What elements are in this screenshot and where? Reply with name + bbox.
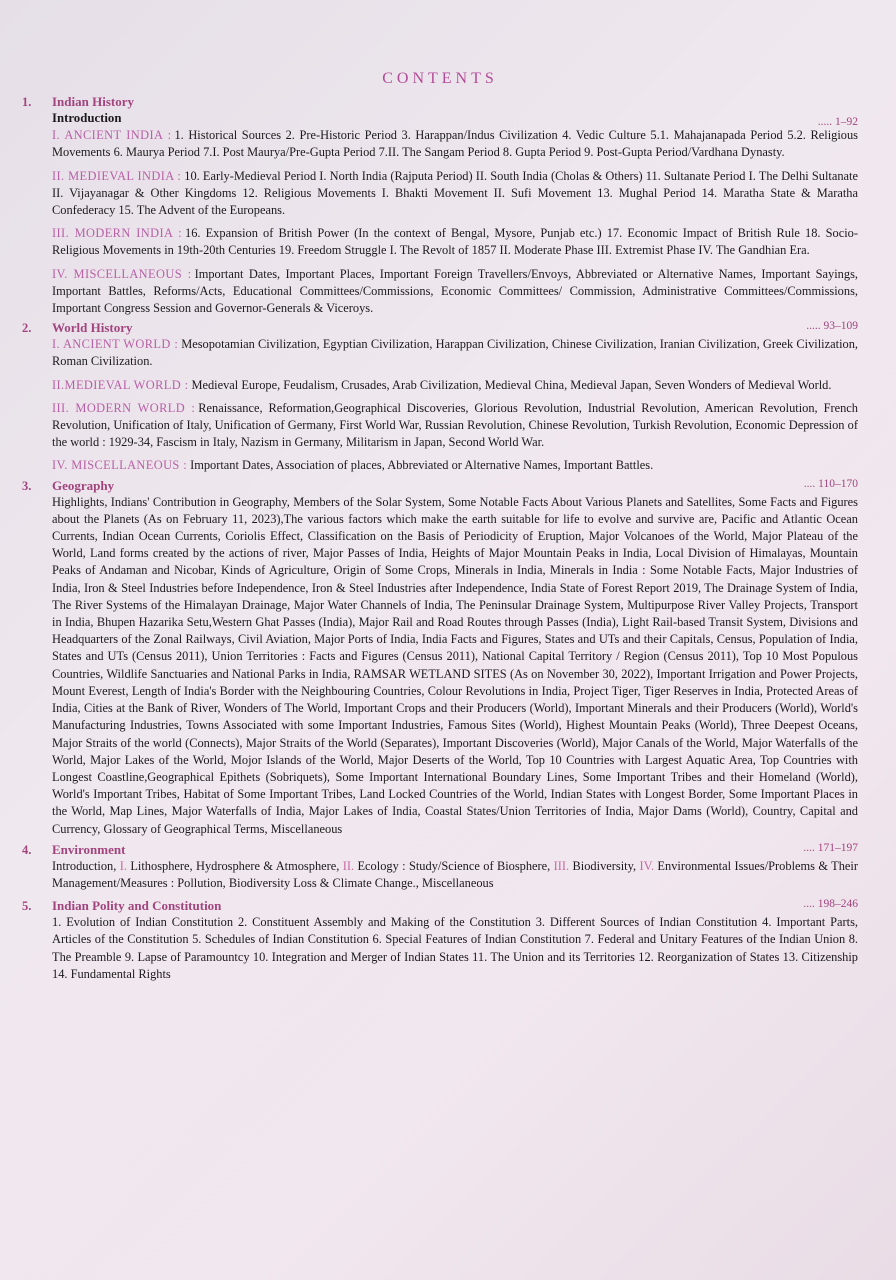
page-title: CONTENTS	[382, 70, 498, 87]
subsection-text: Renaissance, Reformation,Geographical Discoveries, Glorious Revolution, Industrial Revolution, American Revolution, French Revolution, Unification of Italy, Unification of Germany, First World War, Russian Revolution, Chinese Revolution, Turkish Revolution, Economic Depression of the world : 1929-34, Fascism in Italy, Nazism in Germany, Militarism in Japan, Second World War.	[52, 400, 858, 450]
page-range[interactable]: .... 110–170	[803, 477, 858, 490]
section-header	[22, 842, 858, 858]
section-number: 5.	[22, 899, 32, 914]
subsection-label: II. MEDIEVAL INDIA :	[52, 168, 182, 183]
subsection-text: 1. Historical Sources 2. Pre-Historic Period 3. Harappan/Indus Civilization 4. Vedic Culture 5.1. Mahajanapada Period 5.2. Religious Movements 6. Maurya Period 7.I. Post Maurya/Pre-Gupta Period 7.II. The Sangam Period 8. Gupta Period 9. Post-Gupta Period/Vardhana Dynasty.	[52, 128, 858, 160]
page-range[interactable]: ..... 1–92	[817, 116, 858, 128]
subsection	[52, 225, 858, 259]
section-header	[22, 898, 858, 914]
subsection-label: II.MEDIEVAL WORLD :	[52, 377, 189, 392]
subsection	[52, 266, 858, 318]
roman-numeral: II.	[342, 858, 355, 873]
section-header	[22, 94, 858, 110]
section-text: Highlights, Indians' Contribution in Geography, Members of the Solar System, Some Notable Facts About Various Planets and Satellites, Some Facts and Figures about the Planets (As on February 11, 2023),The various factors which make the earth suitable for life to evolve and survive are, Pacific and Atlantic Ocean Currents, Indian Ocean Currents, Coriolis Effect, Classification on the Basis of Periodicity of Eruption, Major Volcanoes of the World, Major Plateau of the World, Land forms created by the actions of river, Major Passes of India, Heights of Major Mountain Peaks in India, Local Division of Himalayas, Mountain Peaks of Andaman and Nicobar, Kinds of Agriculture, Origin of Some Crops, Minerals in India, Minerals in India : Some Notable Facts, Major Industries of India, Iron & Steel Industries before Independence, Iron & Steel Industries after Independence, India State of Forest Report 2019, The Drainage System of India, The River Systems of the Himalayan Drainage, Major Water Channels of India, The Peninsular Drainage System, Multipurpose River Valley Projects, Transport in India, Bhupen Hazarika Setu,Western Ghat Passes (India), Major Rail and Road Routes through Passes (India), Light Rail-based Transit System, Divisions and Headquarters of the Zonal Railways, Civil Aviation, Major Ports of India, India Facts and Figures, States and UTs and their Capitals, Census, Population of India, States and UTs (Census 2011), Union Territories : Facts and Figures (Census 2011), National Capital Territory / Region (Census 2011), Top 10 Most Populous Countries, Wildlife Sanctuaries and National Parks in India, RAMSAR WETLAND SITES (As on November 30, 2022), Important Irrigation and Power Projects, Mount Everest, Length of India's Border with the Neighbouring Countries, Colour Revolutions in India, Project Tiger, Tiger Reserves in India, Protected Areas of India, Cities at the Bank of River, Wonders of The World, Important Crops and their Producers (World), Important Minerals and their Producers (World), World's Manufacturing Industries, Towns Associated with some Important Industries, Famous Sites (World), Highest Mountain Peaks (World), Three Deepest Oceans, Major Straits of the world (Connects), Major Straits of the World (Separates), Important Discoveries (World), Major Canals of the World, Major Waterfalls of the World, Major Lakes of the World, Mojor Islands of the World, Major Deserts of the World, Top 10 Countries with Largest Aquatic Area, Top Countries with Longest Coastline,Geographical Epithets (Sobriquets), Some Important International Boundary Lines, Some Important Tribes and their Homeland (World), World's Important Tribes, Habitat of Some Important Tribes, Land Locked Countries of the World, Indian States with Longest Border, Some Important Places in the World, Map Lines, Major Waterfalls of India, Major Lakes of India, Coastal States/Union Territories of India, Major Dams (World), Country, Capital and Currency, Glossary of Geographical Terms, Miscellaneous	[52, 494, 858, 836]
section-title[interactable]: Geography	[52, 477, 115, 493]
subsection-text: 10. Early-Medieval Period I. North India (Rajputa Period) II. South India (Cholas & Others) 11. Sultanate Period I. The Delhi Sultanate II. Vijayanagar & Other Kingdoms 12. Religious Movements I. Bhakti Movement II. Sufi Movement 13. Mughal Period 14. Maratha State & Maratha Confederacy 15. The Advent of the Europeans.	[52, 168, 858, 218]
page-range[interactable]: .... 198–246	[803, 898, 858, 911]
section-body	[52, 336, 858, 474]
subsection-text: Important Dates, Association of places, Abbreviated or Alternative Names, Important Battles.	[190, 458, 654, 473]
section-number: 4.	[22, 842, 32, 857]
text-run: Lithosphere, Hydrosphere & Atmosphere,	[126, 858, 343, 873]
subsection-label: III. MODERN WORLD :	[52, 400, 196, 415]
section-world-history	[22, 320, 858, 474]
subsection-label: IV. MISCELLANEOUS :	[52, 266, 192, 281]
roman-numeral: IV.	[639, 858, 655, 873]
subsection	[52, 377, 858, 394]
section-title[interactable]: Indian Polity and Constitution	[52, 898, 222, 914]
section-header	[22, 320, 858, 336]
subsection-text: Mesopotamian Civilization, Egyptian Civilization, Harappan Civilization, Chinese Civilization, Iranian Civilization, Greek Civilization, Roman Civilization.	[52, 337, 858, 369]
page-range[interactable]: .... 171–197	[803, 841, 858, 854]
section-geography	[22, 478, 858, 838]
subsection-label: I. ANCIENT INDIA :	[52, 128, 172, 143]
subsection-label: III. MODERN INDIA :	[52, 226, 182, 241]
section-body	[52, 914, 858, 983]
subsection	[52, 400, 858, 452]
section-title[interactable]: Indian History	[52, 94, 134, 109]
subsection-text: Medieval Europe, Feudalism, Crusades, Arab Civilization, Medieval China, Medieval Japan, Seven Wonders of Medieval World.	[191, 377, 832, 392]
section-header	[22, 478, 858, 494]
section-environment	[22, 842, 858, 892]
text-run: Environmental Issues/Problems & Their Management/Measures : Pollution, Biodiversity Loss & Climate Change., Miscellaneous	[52, 858, 858, 890]
subsection	[52, 457, 858, 474]
section-number: 2.	[22, 321, 32, 336]
section-intro: Introduction	[52, 111, 122, 125]
roman-numeral: I.	[119, 858, 127, 873]
section-text: 1. Evolution of Indian Constitution 2. Constituent Assembly and Making of the Constitution 3. Different Sources of Indian Constitution 4. Important Parts, Articles of the Constitution 5. Schedules of Indian Constitution 6. Special Features of Indian Constitution 7. Federal and Unitary Features of the Indian Union 8. The Preamble 9. Lapse of Paramountcy 10. Integration and Merger of Indian States 11. The Union and its Territories 12. Reorganization of States 13. Citizenship 14. Fundamental Rights	[52, 915, 858, 981]
section-title[interactable]: Environment	[52, 841, 126, 857]
text-run: Ecology : Study/Science of Biosphere,	[354, 858, 554, 873]
section-body	[52, 858, 858, 892]
section-indian-history	[22, 94, 858, 317]
intro-row	[52, 110, 858, 127]
roman-numeral: III.	[553, 858, 570, 873]
page-range[interactable]: ..... 93–109	[806, 320, 858, 333]
section-number: 3.	[22, 478, 32, 493]
section-text	[52, 858, 858, 892]
subsection-text: 16. Expansion of British Power (In the context of Bengal, Mysore, Punjab etc.) 17. Economic Impact of British Rule 18. Socio-Religious Movements in 19th-20th Centuries 19. Freedom Struggle I. The Revolt of 1857 II. Moderate Phase III. Extremist Phase IV. The Gandhian Era.	[52, 226, 858, 258]
subsection-label: I. ANCIENT WORLD :	[52, 337, 179, 352]
subsection-text: Important Dates, Important Places, Important Foreign Travellers/Envoys, Abbreviated or Alternative Names, Important Sayings, Important Battles, Reforms/Acts, Educational Committees/Commissions, Economic Committees/ Commission, Administrative Committees/Commissions, Important Congress Session and Governor-Generals & Viceroys.	[52, 266, 858, 316]
subsection	[52, 168, 858, 220]
text-run: Biodiversity,	[569, 858, 640, 873]
section-indian-polity	[22, 898, 858, 983]
section-title[interactable]: World History	[52, 320, 133, 336]
text-run: Introduction,	[52, 858, 120, 873]
subsection	[52, 336, 858, 370]
section-body	[52, 110, 858, 317]
subsection-label: IV. MISCELLANEOUS :	[52, 458, 188, 473]
section-body	[52, 494, 858, 838]
section-number: 1.	[22, 95, 32, 109]
subsection	[52, 127, 858, 161]
